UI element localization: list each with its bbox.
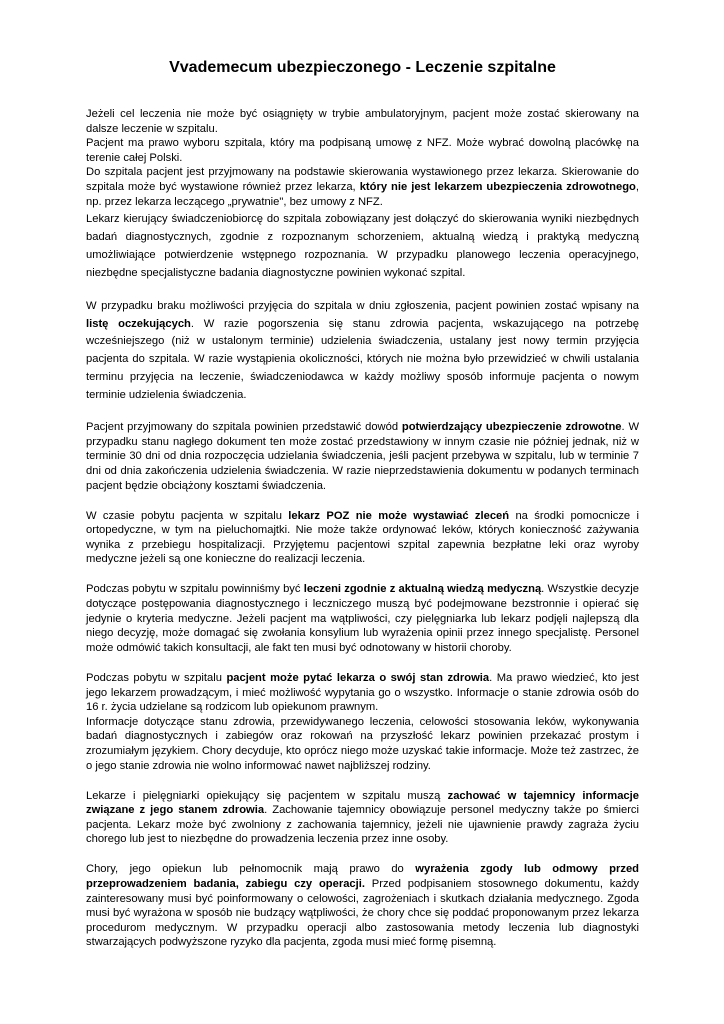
- text: . Ma prawo wiedzieć, kto jest jego lekarzem prowadzącym, i mieć możliwość wypytania go o wszystko. Informacje o stanie zdrowia osób do 16 r. życia udzielane są rodzicom lub opiekunom prawnym.: [86, 671, 640, 714]
- paragraph-waiting-list: [86, 298, 639, 405]
- text: . Zachowanie tajemnicy obowiązuje personel medyczny także po śmierci pacjenta. Lekarz może być zwolniony z zachowania tajemnicy, jeżeli nie ujawnienie prawdy zagraża życiu chorego lub jest to niezbędne do prowadzenia leczenia przez inne osoby.: [86, 804, 639, 846]
- paragraph-intro-2: Pacjent ma prawo wyboru szpitala, który ma podpisaną umowę z NFZ. Może wybrać dowolną placówkę na terenie całej Polski.: [86, 137, 639, 164]
- bold-text: zachować w tajemnicy informacje związane z jego stanem zdrowia: [86, 789, 639, 817]
- text: . W przypadku stanu nagłego dokument ten może zostać przedstawiony w innym czasie nie później jednak, niż w terminie 30 dni od dnia rozpoczęcia udzielania świadczenia, jeśli pacjent przebywa w szpitalu, lub w terminie 7 dni od dnia zakończenia udzielenia świadczenia. W razie nieprzedstawienia dokumentu w podanych terminach pacjent będzie obciążony kosztami świadczenia.: [86, 421, 639, 492]
- text: , np. przez lekarza leczącego „prywatnie", bez umowy z NFZ.: [86, 180, 639, 208]
- document-page: [86, 58, 639, 966]
- paragraph-ask-doctor: [86, 671, 639, 715]
- text: Chory, jego opiekun lub pełnomocnik mają prawo do: [86, 863, 416, 876]
- text: Lekarze i pielęgniarki opiekujący się pacjentem w szpitalu muszą: [86, 789, 448, 802]
- text: W przypadku braku możliwości przyjęcia do szpitala w dniu zgłoszenia, pacjent powinien zostać wpisany na: [86, 299, 639, 312]
- bold-text: leczeni zgodnie z aktualną wiedzą medyczną: [303, 583, 542, 596]
- text: Podczas pobytu w szpitalu powinniśmy być: [86, 583, 304, 596]
- text: W czasie pobytu pacjenta w szpitalu: [86, 509, 289, 522]
- paragraph-consent: [86, 862, 639, 950]
- document-title: Vvademecum ubezpieczonego - Leczenie szpitalne: [169, 59, 556, 76]
- text: Do szpitala pacjent jest przyjmowany na podstawie skierowania wystawionego przez lekarza. Skierowanie do szpitala może być wystawione również przez lekarza,: [86, 166, 639, 193]
- text: na środki pomocnicze i ortopedyczne, w tym na pieluchomajtki. Nie może także ordynować leków, których konieczność zażywania wynika z przebiegu hospitalizacji. Przyjętemu pacjentowi szpital zapewnia bezpłatne leki oraz wyroby medyczne jeżeli są one konieczne do realizacji leczenia.: [86, 509, 639, 566]
- bold-text: lekarz POZ nie może wystawiać zleceń: [288, 509, 510, 522]
- paragraph-medical-knowledge: [86, 582, 639, 655]
- text: . W razie pogorszenia się stanu zdrowia pacjenta, wskazującego na potrzebę wcześniejszego (niż w ustalonym terminie) udzielenia świadczenia, ustalany jest nowy termin przyjęcia pacjenta do szpitala. W razie wystąpienia okoliczności, których nie można było przewidzieć w chwili ustalania terminu przyjęcia na leczenie, świadczeniodawca w każdy możliwy sposób informuje pacjenta o nowym terminie udzielenia świadczenia.: [86, 317, 639, 401]
- bold-text: który nie jest lekarzem ubezpieczenia zdrowotnego: [359, 180, 636, 193]
- text: Pacjent przyjmowany do szpitala powinien przedstawić dowód: [86, 421, 402, 434]
- paragraph-poz-doctor: [86, 509, 639, 567]
- bold-text: potwierdzający ubezpieczenie zdrowotne: [401, 421, 622, 434]
- bold-text: pacjent może pytać lekarza o swój stan zdrowia: [226, 671, 490, 684]
- text: . Wszystkie decyzje dotyczące postępowania diagnostycznego i leczniczego muszą być podejmowane bezstronnie i opierać się jedynie o kryteria medyczne. Jeżeli pacjent ma wątpliwości, czy pielęgniarka lub lekarz podjęli najlepszą dla niego decyzję, może domagać się zwołania konsylium lub wyrażenia opinii przez innego specjalistę. Personel może odmówić takich konsultacji, ale fakt ten musi być odnotowany w historii choroby.: [86, 583, 640, 654]
- text: Przed podpisaniem stosownego dokumentu, każdy zainteresowany musi być poinformowany o celowości, zagrożeniach i skutkach działania medycznego. Zgoda musi być wyrażona w sposób nie budzący wątpliwości, że chory chce się poddać proponowanym przez lekarza procedurom medycznym. W przypadku operacji albo zastosowania metody leczenia lub diagnostyki stwarzających podwyższone ryzyko dla pacjenta, zgoda musi mieć formę pisemną.: [86, 878, 639, 949]
- paragraph-confidentiality: [86, 789, 639, 847]
- paragraph-referral: Lekarz kierujący świadczeniobiorcę do szpitala zobowiązany jest dołączyć do skierowania wyniki niezbędnych badań diagnostycznych, zgodnie z rozpoznanym schorzeniem, aktualną wiedzą i praktyką medyczną umożliwiające potwierdzenie wstępnego rozpoznania. W przypadku planowego leczenia operacyjnego, niezbędne specjalistyczne badania diagnostyczne powinien wykonać szpital.: [86, 213, 639, 279]
- text: Podczas pobytu w szpitalu: [86, 671, 227, 684]
- bold-text: wyrażenia zgody lub odmowy przed przeprowadzeniem badania, zabiegu czy operacji.: [86, 863, 639, 891]
- paragraph-health-information: Informacje dotyczące stanu zdrowia, przewidywanego leczenia, celowości stosowania leków, wykonywania badań diagnostycznych i zabiegów oraz rokowań na przyszłość lekarz powinien przekazać prostym i zrozumiałym językiem. Chory decyduje, kto oprócz niego może uzyskać takie informacje. Może też zastrzec, że o jego stanie zdrowia nie wolno informować nawet najbliższej rodziny.: [86, 715, 639, 772]
- paragraph-insurance-proof: [86, 420, 639, 493]
- paragraph-intro-1: Jeżeli cel leczenia nie może być osiągnięty w trybie ambulatoryjnym, pacjent może zostać skierowany na dalsze leczenie w szpitalu.: [86, 108, 639, 135]
- bold-text: listę oczekujących: [86, 317, 191, 330]
- paragraph-intro-3: [86, 165, 639, 209]
